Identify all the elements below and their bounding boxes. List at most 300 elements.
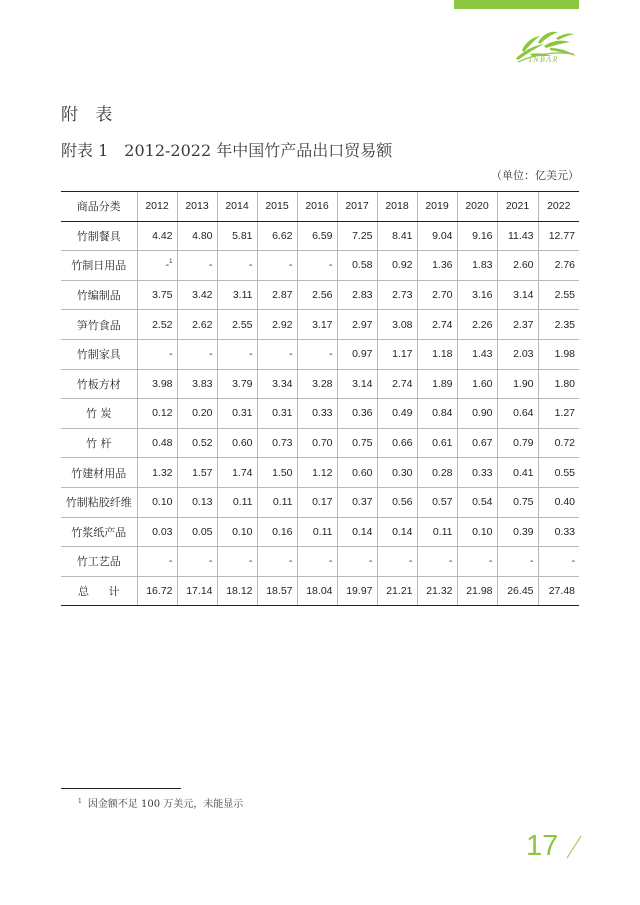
cell-value: 2.52	[152, 318, 173, 331]
cell-value: -	[489, 555, 493, 568]
row-label: 竹板方材	[76, 377, 121, 391]
value-cell	[217, 487, 257, 517]
cell-value: 1.27	[554, 407, 575, 420]
cell-value: 2.56	[312, 289, 333, 302]
value-cell	[297, 369, 337, 399]
row-label: 笋竹食品	[76, 318, 121, 332]
cell-value: 0.13	[192, 496, 213, 509]
cell-value: 0.39	[513, 525, 534, 538]
row-label-cell	[61, 339, 137, 369]
cell-value: 0.41	[513, 466, 534, 479]
value-cell	[177, 221, 217, 251]
cell-value: 0.49	[392, 407, 413, 420]
value-cell	[217, 428, 257, 458]
cell-value: 27.48	[548, 585, 575, 598]
row-label-cell	[61, 547, 137, 577]
cell-value: 2.92	[272, 318, 293, 331]
cell-value: 1.80	[554, 377, 575, 390]
value-cell	[457, 399, 497, 429]
row-label-cell	[61, 280, 137, 310]
table-header-row	[61, 192, 579, 222]
cell-value: 0.92	[392, 259, 413, 272]
cell-value: 2.03	[513, 348, 534, 361]
cell-value: 0.10	[152, 496, 173, 509]
cell-value: 3.16	[472, 289, 493, 302]
cell-value: 2.55	[232, 318, 253, 331]
value-cell	[417, 487, 457, 517]
value-cell	[417, 221, 457, 251]
cell-value: 18.57	[266, 585, 293, 598]
value-cell	[137, 369, 177, 399]
value-cell	[337, 339, 377, 369]
value-cell	[538, 547, 579, 577]
value-cell	[257, 192, 297, 222]
cell-value: 0.79	[513, 437, 534, 450]
value-cell	[257, 251, 297, 281]
cell-value: 4.42	[152, 229, 173, 242]
cell-value: 2.26	[472, 318, 493, 331]
value-cell	[457, 428, 497, 458]
unit-label: （单位：亿美元）	[491, 169, 579, 182]
value-cell	[377, 547, 417, 577]
cell-value: 0.10	[472, 525, 493, 538]
cell-value: 0.12	[152, 407, 173, 420]
value-cell	[538, 221, 579, 251]
cell-value: 3.28	[312, 377, 333, 390]
value-cell	[297, 280, 337, 310]
cell-value: 0.60	[232, 437, 253, 450]
value-cell	[497, 369, 538, 399]
cell-value: 0.33	[472, 466, 493, 479]
cell-value: -	[329, 259, 333, 272]
cell-value: 0.40	[554, 496, 575, 509]
value-cell	[497, 310, 538, 340]
row-label-cell	[61, 399, 137, 429]
cell-value: -	[209, 555, 213, 568]
page-slash-decoration	[563, 834, 583, 860]
cell-value: 1.74	[232, 466, 253, 479]
value-cell	[377, 458, 417, 488]
value-cell	[177, 339, 217, 369]
cell-value: 2017	[345, 200, 369, 213]
value-cell	[297, 428, 337, 458]
value-cell	[297, 310, 337, 340]
value-cell	[337, 251, 377, 281]
cell-value: 0.30	[392, 466, 413, 479]
value-cell	[457, 458, 497, 488]
cell-value: -	[571, 555, 575, 568]
table-row	[61, 221, 579, 251]
cell-value: -	[289, 555, 293, 568]
page-number: 17	[526, 830, 559, 862]
value-cell	[538, 369, 579, 399]
value-cell	[177, 458, 217, 488]
value-cell	[377, 280, 417, 310]
table-row	[61, 310, 579, 340]
value-cell	[177, 192, 217, 222]
footnote-reference: 1	[169, 259, 173, 266]
logo-wordmark: INBAR	[528, 55, 560, 64]
value-cell	[337, 192, 377, 222]
value-cell	[297, 517, 337, 547]
cell-value: 0.60	[352, 466, 373, 479]
cell-value: 5.81	[232, 229, 253, 242]
value-cell	[377, 251, 417, 281]
value-cell	[497, 399, 538, 429]
cell-value: -	[249, 348, 253, 361]
cell-value: 0.48	[152, 437, 173, 450]
row-label: 竹浆纸产品	[71, 525, 127, 539]
value-cell	[538, 280, 579, 310]
value-cell	[137, 221, 177, 251]
cell-value: 18.12	[226, 585, 253, 598]
row-label: 竹制家具	[76, 348, 121, 362]
value-cell	[137, 280, 177, 310]
value-cell	[177, 517, 217, 547]
cell-value: 0.28	[432, 466, 453, 479]
value-cell	[457, 517, 497, 547]
value-cell	[417, 517, 457, 547]
value-cell	[257, 547, 297, 577]
row-label: 竹 炭	[86, 407, 112, 421]
row-label-cell	[61, 517, 137, 547]
row-label: 竹 杆	[86, 437, 112, 451]
cell-value: 0.03	[152, 525, 173, 538]
cell-value: 0.11	[432, 525, 453, 538]
cell-value: 0.75	[352, 437, 373, 450]
row-label: 竹编制品	[76, 289, 121, 303]
row-label-cell	[61, 576, 137, 606]
cell-value: 18.04	[306, 585, 333, 598]
cell-value: 0.33	[554, 525, 575, 538]
cell-value: 0.58	[352, 259, 373, 272]
cell-value: 16.72	[146, 585, 173, 598]
value-cell	[177, 487, 217, 517]
value-cell	[137, 399, 177, 429]
value-cell	[497, 339, 538, 369]
cell-value: 0.11	[232, 496, 253, 509]
value-cell	[257, 517, 297, 547]
value-cell	[457, 192, 497, 222]
value-cell	[177, 399, 217, 429]
cell-value: 0.31	[272, 407, 293, 420]
table-row	[61, 339, 579, 369]
value-cell	[538, 458, 579, 488]
cell-value: 2.97	[352, 318, 373, 331]
cell-value: 2019	[425, 200, 449, 213]
value-cell	[257, 576, 297, 606]
value-cell	[137, 251, 177, 281]
footnote	[78, 795, 243, 810]
value-cell	[217, 547, 257, 577]
cell-value: 1.90	[513, 377, 534, 390]
value-cell	[297, 458, 337, 488]
cell-value: 2016	[305, 200, 329, 213]
cell-value: 3.08	[392, 318, 413, 331]
cell-value: 2.73	[392, 289, 413, 302]
cell-value: 0.33	[312, 407, 333, 420]
table-row	[61, 547, 579, 577]
value-cell	[457, 221, 497, 251]
value-cell	[337, 399, 377, 429]
cell-value: 2013	[185, 200, 209, 213]
cell-value: -	[449, 555, 453, 568]
value-cell	[377, 221, 417, 251]
row-label-cell	[61, 221, 137, 251]
row-label: 竹制餐具	[76, 229, 121, 243]
value-cell	[497, 221, 538, 251]
value-cell	[457, 576, 497, 606]
value-cell	[217, 339, 257, 369]
table-title	[61, 138, 392, 161]
value-cell	[417, 251, 457, 281]
cell-value: 1.60	[472, 377, 493, 390]
value-cell	[538, 251, 579, 281]
cell-value: -	[329, 555, 333, 568]
cell-value: 9.04	[432, 229, 453, 242]
cell-value: 26.45	[507, 585, 534, 598]
cell-value: 3.14	[513, 289, 534, 302]
table-row	[61, 517, 579, 547]
value-cell	[377, 339, 417, 369]
value-cell	[217, 221, 257, 251]
cell-value: 2.62	[192, 318, 213, 331]
value-cell	[297, 399, 337, 429]
cell-value: 2.35	[554, 318, 575, 331]
value-cell	[337, 487, 377, 517]
cell-value: 2.37	[513, 318, 534, 331]
cell-value: 2014	[225, 200, 249, 213]
value-cell	[217, 399, 257, 429]
cell-value: 0.70	[312, 437, 333, 450]
cell-value: 1.43	[472, 348, 493, 361]
cell-value: 1.12	[312, 466, 333, 479]
cell-value: 2015	[265, 200, 289, 213]
value-cell	[538, 428, 579, 458]
value-cell	[177, 547, 217, 577]
cell-value: 0.84	[432, 407, 453, 420]
cell-value: 1.57	[192, 466, 213, 479]
value-cell	[417, 280, 457, 310]
cell-value: 0.73	[272, 437, 293, 450]
value-cell	[377, 576, 417, 606]
cell-value: 0.57	[432, 496, 453, 509]
cell-value: 3.17	[312, 318, 333, 331]
cell-value: 3.79	[232, 377, 253, 390]
value-cell	[457, 251, 497, 281]
cell-value: 0.36	[352, 407, 373, 420]
value-cell	[497, 428, 538, 458]
section-title: 附 表	[61, 105, 119, 125]
table-row	[61, 280, 579, 310]
cell-value: 3.11	[232, 289, 253, 302]
value-cell	[417, 458, 457, 488]
cell-value: 12.77	[548, 229, 575, 242]
value-cell	[337, 458, 377, 488]
export-trade-table	[61, 191, 579, 606]
value-cell	[177, 280, 217, 310]
value-cell	[297, 251, 337, 281]
value-cell	[417, 310, 457, 340]
row-label: 总 计	[78, 585, 128, 599]
value-cell	[257, 458, 297, 488]
value-cell	[417, 369, 457, 399]
value-cell	[137, 339, 177, 369]
cell-value: 2.87	[272, 289, 293, 302]
value-cell	[377, 487, 417, 517]
value-cell	[538, 192, 579, 222]
cell-value: 21.21	[386, 585, 413, 598]
value-cell	[137, 487, 177, 517]
cell-value: 0.67	[472, 437, 493, 450]
value-cell	[417, 192, 457, 222]
value-cell	[257, 487, 297, 517]
value-cell	[457, 280, 497, 310]
row-label: 竹工艺品	[76, 555, 121, 569]
row-label: 竹制粘胶纤维	[65, 496, 132, 510]
cell-value: 6.59	[312, 229, 333, 242]
cell-value: 3.14	[352, 377, 373, 390]
value-cell	[377, 192, 417, 222]
cell-value: 0.55	[554, 466, 575, 479]
cell-value: -	[289, 348, 293, 361]
value-cell	[137, 192, 177, 222]
cell-value: 21.32	[426, 585, 453, 598]
cell-value: 0.97	[352, 348, 373, 361]
cell-value: -	[165, 259, 170, 272]
value-cell	[177, 576, 217, 606]
value-cell	[377, 369, 417, 399]
table-row	[61, 251, 579, 281]
table-name: 2012-2022 年中国竹产品出口贸易额	[124, 141, 393, 160]
cell-value: 0.20	[192, 407, 213, 420]
cell-value: 3.34	[272, 377, 293, 390]
cell-value: -	[169, 348, 173, 361]
value-cell	[497, 487, 538, 517]
cell-value: 0.66	[392, 437, 413, 450]
value-cell	[337, 369, 377, 399]
cell-value: 1.36	[432, 259, 453, 272]
cell-value: 9.16	[472, 229, 493, 242]
cell-value: 0.10	[232, 525, 253, 538]
cell-value: 3.83	[192, 377, 213, 390]
cell-value: -	[329, 348, 333, 361]
cell-value: 2021	[505, 200, 530, 213]
value-cell	[417, 576, 457, 606]
value-cell	[177, 310, 217, 340]
value-cell	[217, 280, 257, 310]
cell-value: 0.52	[192, 437, 213, 450]
value-cell	[297, 487, 337, 517]
cell-value: 19.97	[346, 585, 373, 598]
cell-value: 0.05	[192, 525, 213, 538]
cell-value: -	[369, 555, 373, 568]
value-cell	[257, 310, 297, 340]
value-cell	[217, 192, 257, 222]
cell-value: -	[209, 259, 213, 272]
cell-value: 2.70	[432, 289, 453, 302]
value-cell	[217, 458, 257, 488]
value-cell	[377, 517, 417, 547]
row-label: 竹建材用品	[71, 466, 127, 480]
cell-value: 1.50	[272, 466, 293, 479]
cell-value: 17.14	[186, 585, 213, 598]
cell-value: -	[409, 555, 413, 568]
value-cell	[257, 339, 297, 369]
value-cell	[417, 339, 457, 369]
cell-value: 0.64	[513, 407, 534, 420]
value-cell	[337, 517, 377, 547]
cell-value: 2022	[547, 200, 571, 213]
value-cell	[457, 310, 497, 340]
cell-value: -	[289, 259, 293, 272]
value-cell	[257, 428, 297, 458]
value-cell	[297, 192, 337, 222]
value-cell	[217, 576, 257, 606]
cell-value: 2.83	[352, 289, 373, 302]
cell-value: 1.17	[392, 348, 413, 361]
value-cell	[137, 576, 177, 606]
row-label-cell	[61, 428, 137, 458]
value-cell	[257, 280, 297, 310]
value-cell	[177, 251, 217, 281]
value-cell	[457, 547, 497, 577]
cell-value: 4.80	[192, 229, 213, 242]
row-label: 商品分类	[76, 200, 121, 214]
cell-value: 0.54	[472, 496, 493, 509]
value-cell	[497, 547, 538, 577]
cell-value: 0.14	[392, 525, 413, 538]
value-cell	[177, 369, 217, 399]
cell-value: 2.74	[432, 318, 453, 331]
table-row	[61, 487, 579, 517]
cell-value: 1.89	[432, 377, 453, 390]
cell-value: 0.11	[272, 496, 293, 509]
value-cell	[137, 310, 177, 340]
cell-value: 2012	[145, 200, 169, 213]
value-cell	[538, 399, 579, 429]
value-cell	[497, 517, 538, 547]
value-cell	[497, 576, 538, 606]
value-cell	[457, 369, 497, 399]
value-cell	[538, 487, 579, 517]
value-cell	[538, 576, 579, 606]
value-cell	[497, 251, 538, 281]
value-cell	[538, 310, 579, 340]
value-cell	[417, 399, 457, 429]
value-cell	[337, 221, 377, 251]
value-cell	[538, 339, 579, 369]
value-cell	[457, 487, 497, 517]
value-cell	[297, 221, 337, 251]
value-cell	[377, 399, 417, 429]
value-cell	[257, 399, 297, 429]
cell-value: 21.98	[466, 585, 493, 598]
cell-value: -	[249, 555, 253, 568]
value-cell	[337, 310, 377, 340]
cell-value: 1.18	[432, 348, 453, 361]
value-cell	[337, 576, 377, 606]
table-total-row	[61, 576, 579, 606]
row-label-cell	[61, 310, 137, 340]
row-label-cell	[61, 458, 137, 488]
cell-value: 2.76	[554, 259, 575, 272]
cell-value: 0.56	[392, 496, 413, 509]
row-label-cell	[61, 487, 137, 517]
cell-value: 6.62	[272, 229, 293, 242]
table-row	[61, 369, 579, 399]
cell-value: 0.75	[513, 496, 534, 509]
